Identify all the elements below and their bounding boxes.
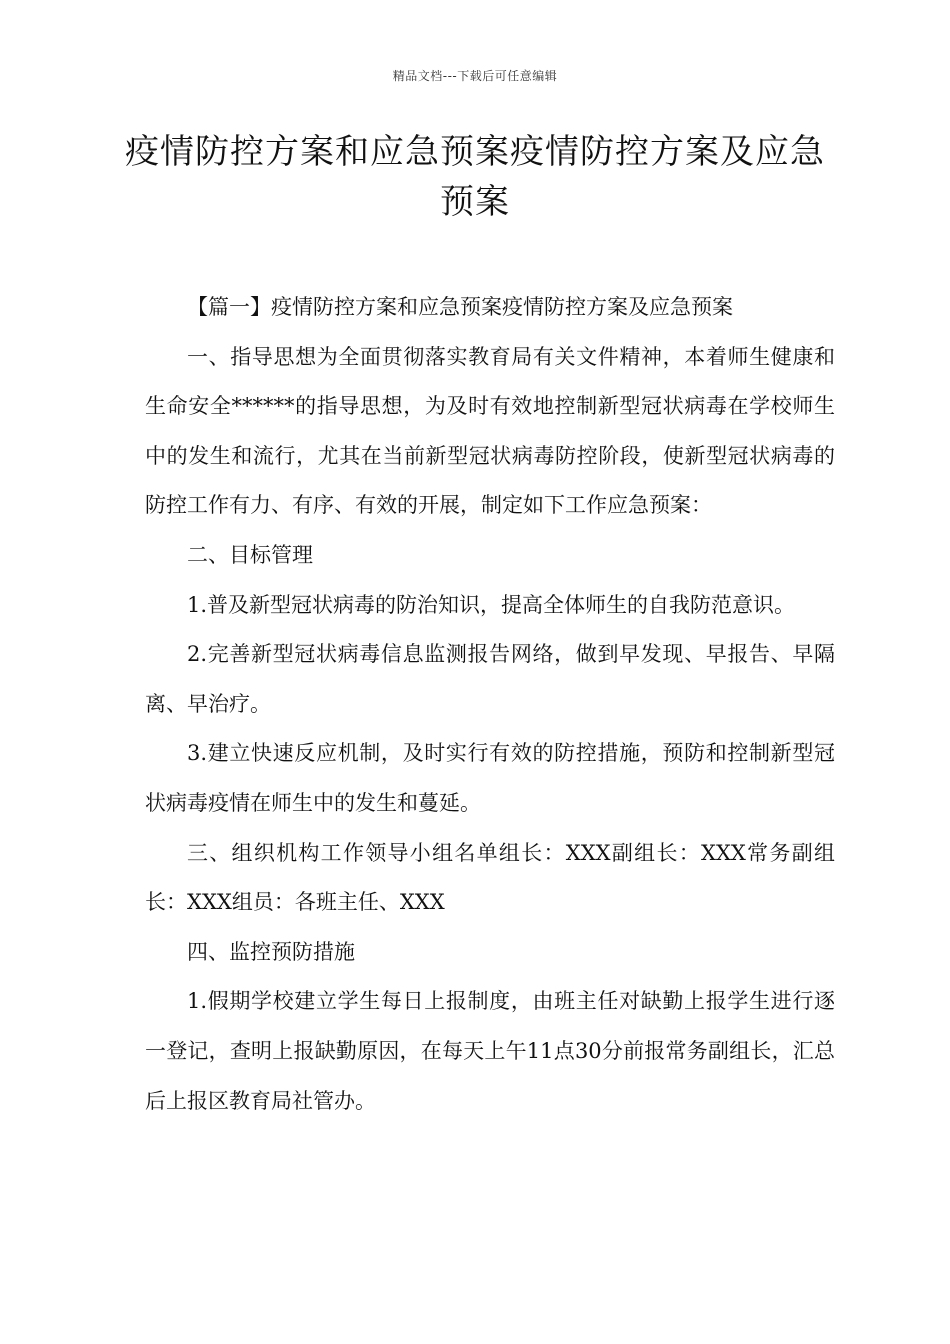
list-item-goal-3: 3.建立快速反应机制，及时实行有效的防控措施，预防和控制新型冠状病毒疫情在师生中的发生和蔓延。 bbox=[145, 741, 835, 815]
document-title: 疫情防控方案和应急预案疫情防控方案及应急预案 bbox=[125, 132, 825, 222]
list-item-monitoring-1: 1.假期学校建立学生每日上报制度，由班主任对缺勤上报学生进行逐一登记，查明上报缺勤原因，在每天上午11点30分前报常务副组长，汇总后上报区教育局社管办。 bbox=[145, 989, 835, 1113]
document-body bbox=[145, 283, 835, 1126]
section-heading-monitoring: 四、监控预防措施 bbox=[187, 939, 355, 964]
list-item-goal-2: 2.完善新型冠状病毒信息监测报告网络，做到早发现、早报告、早隔离、早治疗。 bbox=[145, 642, 835, 716]
paragraph-organization: 三、组织机构工作领导小组名单组长：XXX副组长：XXX常务副组长：XXX组员：各班主任、XXX bbox=[145, 840, 835, 915]
list-item-goal-1: 1.普及新型冠状病毒的防治知识，提高全体师生的自我防范意识。 bbox=[187, 592, 796, 617]
section-heading-part-one: 【篇一】疫情防控方案和应急预案疫情防控方案及应急预案 bbox=[187, 295, 733, 319]
paragraph-guiding-ideology: 一、指导思想为全面贯彻落实教育局有关文件精神，本着师生健康和生命安全******的指导思想，为及时有效地控制新型冠状病毒在学校师生中的发生和流行，尤其在当前新型冠状病毒防控阶段，使新型冠状病毒的防控工作有力、有序、有效的开展，制定如下工作应急预案： bbox=[145, 344, 835, 518]
page-header-note: 精品文档---下载后可任意编辑 bbox=[392, 69, 558, 83]
section-heading-goal-management: 二、目标管理 bbox=[187, 542, 313, 567]
